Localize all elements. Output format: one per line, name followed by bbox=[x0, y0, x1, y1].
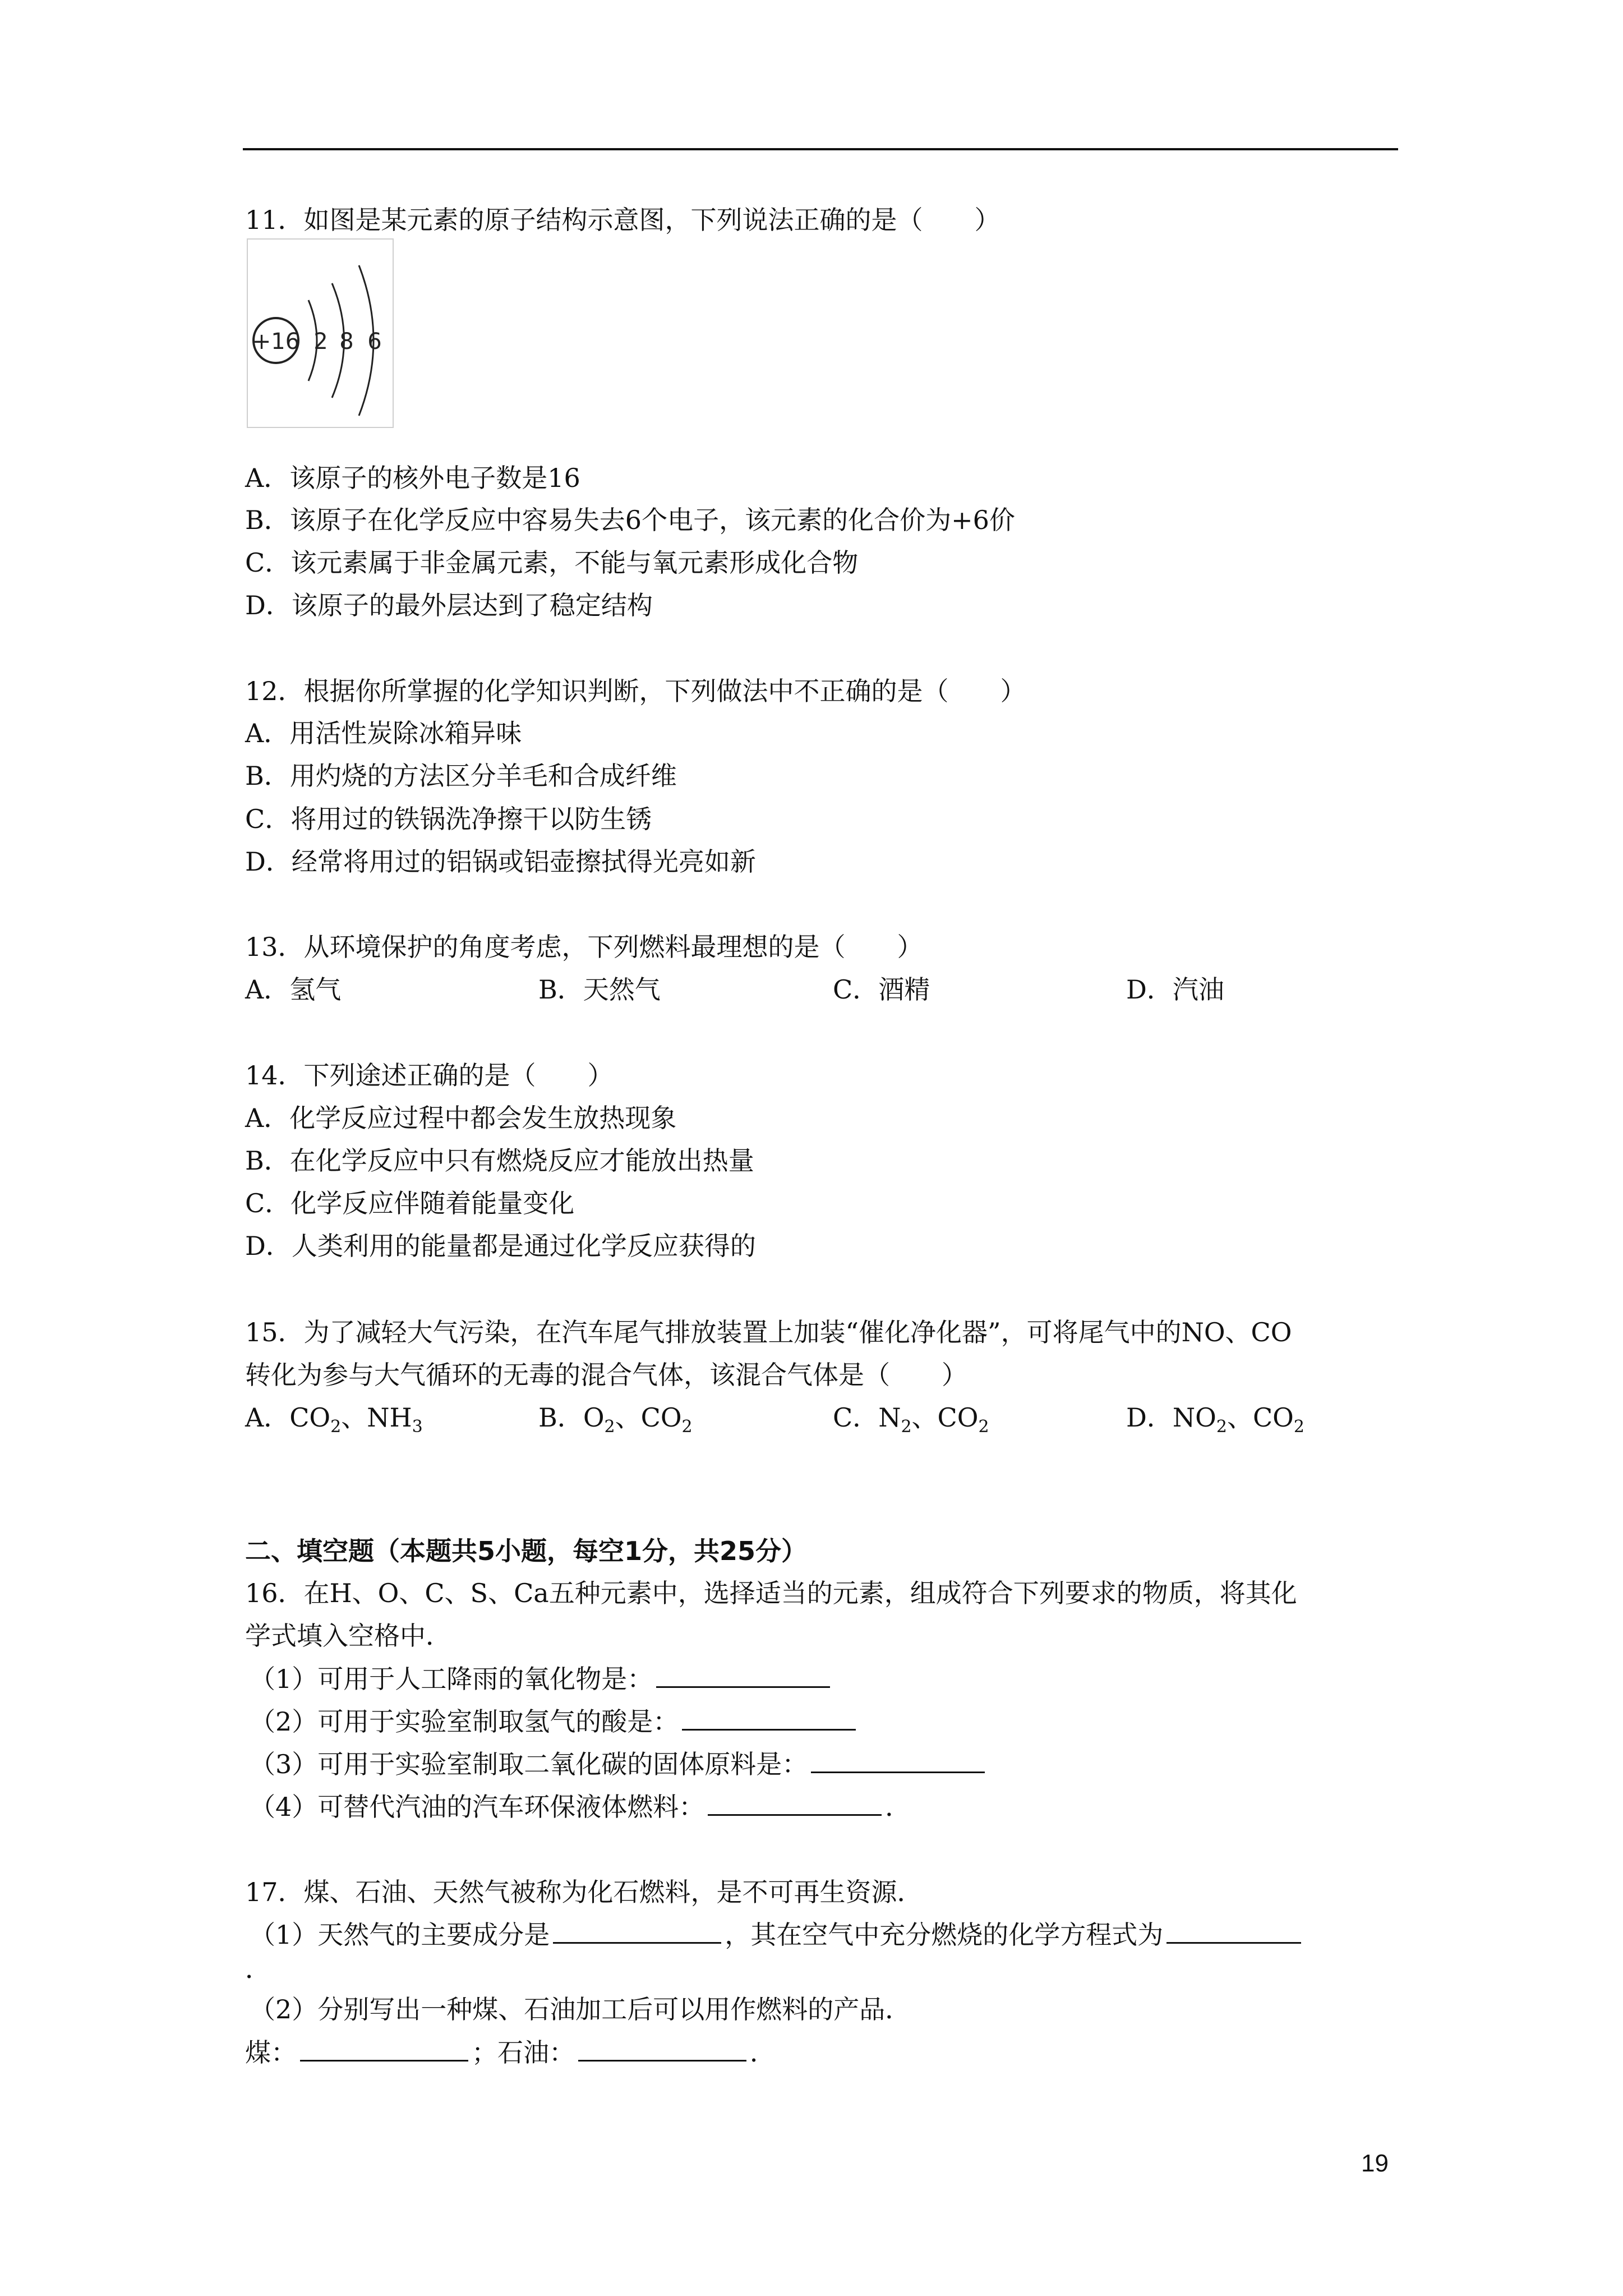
q16-item-3 bbox=[250, 1747, 988, 1781]
q13-option-d: D．汽油 bbox=[1126, 974, 1224, 1005]
q16-item-4 bbox=[250, 1789, 911, 1824]
q11-option-a: A．该原子的核外电子数是16 bbox=[245, 463, 580, 493]
q16-item-4-blank[interactable] bbox=[708, 1789, 882, 1816]
q13-stem: 13．从环境保护的角度考虑，下列燃料最理想的是（ ） bbox=[245, 932, 923, 962]
shell-1-count: 2 bbox=[313, 329, 328, 355]
q16-item-4-text: （4）可替代汽油的汽车环保液体燃料： bbox=[250, 1792, 705, 1822]
q11-option-c: C．该元素属于非金属元素，不能与氧元素形成化合物 bbox=[245, 547, 859, 578]
q12-option-a: A．用活性炭除冰箱异味 bbox=[245, 718, 522, 748]
q17-item-2: （2）分别写出一种煤、石油加工后可以用作燃料的产品． bbox=[250, 1994, 911, 2024]
q17-coal-blank[interactable] bbox=[300, 2035, 468, 2062]
q15-option-c-formula: $N_2$、$CO_2$ bbox=[878, 1402, 989, 1437]
q17-coal-label: 煤： bbox=[245, 2037, 297, 2068]
q17-item-1-text-b: ，其在空气中充分燃烧的化学方程式为 bbox=[725, 1920, 1164, 1950]
nucleus-charge: +16 bbox=[252, 329, 300, 355]
q11-option-d: D．该原子的最外层达到了稳定结构 bbox=[245, 590, 653, 620]
q13-option-b: B．天然气 bbox=[538, 974, 661, 1005]
q14-option-b: B．在化学反应中只有燃烧反应才能放出热量 bbox=[245, 1145, 754, 1176]
q14-stem: 14．下列途述正确的是（ ） bbox=[245, 1060, 614, 1091]
q16-item-1 bbox=[250, 1662, 833, 1696]
q16-stem-line1: 16．在H、O、C、S、Ca五种元素中，选择适当的元素，组成符合下列要求的物质，将其化 bbox=[245, 1578, 1297, 1608]
q17-item-1-text-a: （1）天然气的主要成分是 bbox=[250, 1920, 550, 1950]
q16-item-2-blank[interactable] bbox=[682, 1704, 856, 1731]
q17-item-1-end: ． bbox=[245, 1954, 271, 1984]
header-rule bbox=[243, 148, 1398, 150]
q11-stem: 11．如图是某元素的原子结构示意图，下列说法正确的是（ ） bbox=[245, 205, 1000, 235]
q15-stem-line2: 转化为参与大气循环的无毒的混合气体，该混合气体是（ ） bbox=[245, 1360, 967, 1390]
q11-option-b: B．该原子在化学反应中容易失去6个电子，该元素的化合价为+6价 bbox=[245, 505, 1015, 535]
q15-option-b-letter: B． bbox=[538, 1402, 583, 1433]
q17-oil-label: ；石油： bbox=[472, 2037, 575, 2068]
q13-option-c: C．酒精 bbox=[833, 974, 930, 1005]
q12-stem: 12．根据你所掌握的化学知识判断，下列做法中不正确的是（ ） bbox=[245, 676, 1026, 706]
q16-item-1-text: （1）可用于人工降雨的氧化物是： bbox=[250, 1664, 653, 1694]
q15-option-d-letter: D． bbox=[1126, 1402, 1173, 1433]
q15-option-a-letter: A． bbox=[245, 1402, 290, 1433]
q14-option-a: A．化学反应过程中都会发生放热现象 bbox=[245, 1103, 677, 1133]
q14-option-d: D．人类利用的能量都是通过化学反应获得的 bbox=[245, 1231, 756, 1261]
q17-oil-blank[interactable] bbox=[578, 2035, 746, 2062]
q15-option-a-formula: $CO_2$、$NH_3$ bbox=[289, 1402, 423, 1437]
page-number: 19 bbox=[1361, 2150, 1389, 2177]
q16-item-4-end: ． bbox=[885, 1792, 911, 1822]
q17-end: ． bbox=[750, 2037, 776, 2068]
q15-option-b bbox=[538, 1401, 693, 1444]
section-2-title: 二、填空题（本题共5小题，每空1分，共25分） bbox=[245, 1536, 808, 1566]
q14-option-c: C．化学反应伴随着能量变化 bbox=[245, 1188, 575, 1218]
q15-option-b-formula: $O_2$、$CO_2$ bbox=[583, 1402, 693, 1437]
q13-option-a: A．氢气 bbox=[245, 974, 342, 1005]
shell-2-count: 8 bbox=[339, 329, 354, 355]
q15-option-d bbox=[1126, 1401, 1304, 1444]
q17-stem: 17．煤、石油、天然气被称为化石燃料，是不可再生资源． bbox=[245, 1877, 923, 1907]
q15-option-c-letter: C． bbox=[833, 1402, 879, 1433]
q15-option-c bbox=[833, 1401, 989, 1444]
q12-option-c: C．将用过的铁锅洗净擦干以防生锈 bbox=[245, 804, 652, 834]
q16-item-2 bbox=[250, 1704, 859, 1738]
q15-option-d-formula: $NO_2$、$CO_2$ bbox=[1172, 1402, 1304, 1437]
q12-option-d: D．经常将用过的铝锅或铝壶擦拭得光亮如新 bbox=[245, 846, 756, 877]
q16-item-3-blank[interactable] bbox=[811, 1747, 985, 1773]
q16-item-1-blank[interactable] bbox=[656, 1662, 830, 1688]
atom-structure-diagram bbox=[247, 238, 394, 428]
q16-item-2-text: （2）可用于实验室制取氢气的酸是： bbox=[250, 1706, 679, 1737]
q16-stem-line2: 学式填入空格中． bbox=[245, 1621, 451, 1651]
q15-stem-line1: 15．为了减轻大气污染，在汽车尾气排放装置上加装“催化净化器”，可将尾气中的NO、CO bbox=[245, 1317, 1292, 1347]
q17-main-component-blank[interactable] bbox=[553, 1917, 721, 1944]
q17-equation-blank[interactable] bbox=[1166, 1917, 1301, 1944]
q17-item-1 bbox=[250, 1917, 1304, 1952]
q16-item-3-text: （3）可用于实验室制取二氧化碳的固体原料是： bbox=[250, 1749, 808, 1779]
q12-option-b: B．用灼烧的方法区分羊毛和合成纤维 bbox=[245, 761, 677, 791]
q17-item-2-answers bbox=[245, 2035, 776, 2069]
q15-option-a bbox=[245, 1401, 423, 1444]
shell-3-count: 6 bbox=[367, 329, 382, 355]
